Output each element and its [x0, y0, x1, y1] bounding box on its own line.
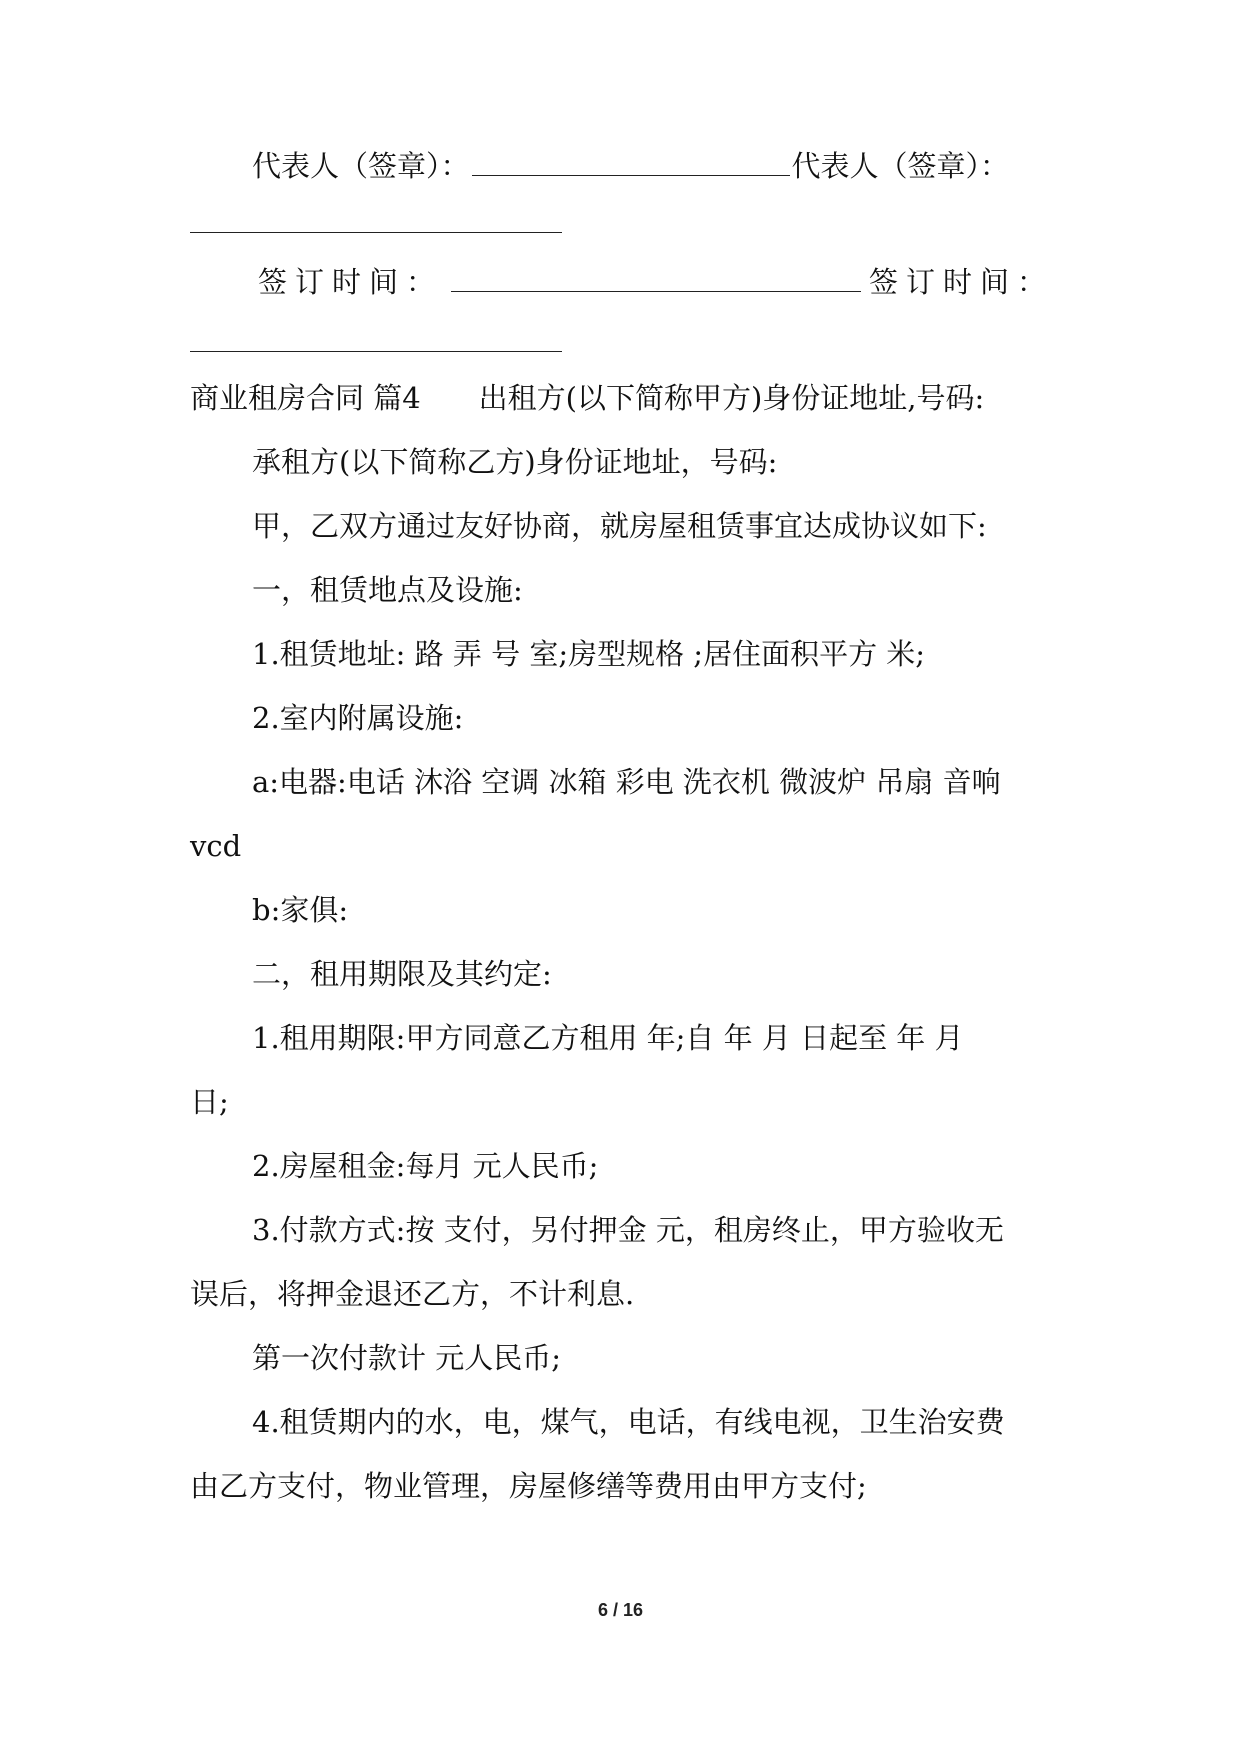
payment-method-line-cont: 误后，将押金退还乙方，不计利息. — [190, 1277, 635, 1311]
payment-method-line: 3.付款方式:按 支付，另付押金 元，租房终止，甲方验收无 — [252, 1213, 1004, 1247]
contract-title: 商业租房合同 篇4 — [190, 381, 421, 415]
rental-address-item: 1.租赁地址: 路 弄 号 室;房型规格 ;居住面积平方 米; — [252, 637, 926, 671]
utilities-line-cont: 由乙方支付，物业管理，房屋修缮等费用由甲方支付; — [190, 1469, 867, 1503]
furniture-item: b:家俱: — [252, 893, 349, 927]
representative-label-lessee: 代表人（签章）： — [791, 149, 1010, 183]
signing-date-label-lessor: 签订时间： — [258, 265, 444, 299]
signature-blank — [472, 175, 790, 176]
date-blank — [451, 291, 861, 292]
section-2-heading: 二，租用期限及其约定: — [252, 957, 552, 991]
signing-date-line — [258, 262, 1054, 302]
section-1-heading: 一，租赁地点及设施: — [252, 573, 523, 607]
lessee-clause: 承租方(以下简称乙方)身份证地址，号码: — [252, 445, 778, 479]
page-number: 6 / 16 — [597, 1600, 644, 1620]
representative-label-lessor: 代表人（签章）： — [252, 149, 470, 183]
appliances-line: a:电器:电话 沐浴 空调 冰箱 彩电 洗衣机 微波炉 吊扇 音响 — [252, 765, 1001, 799]
lease-term-line: 1.租用期限:甲方同意乙方租用 年;自 年 月 日起至 年 月 — [252, 1021, 964, 1055]
signature-blank-line — [190, 232, 562, 233]
lease-term-line-cont: 日; — [190, 1085, 229, 1119]
appliances-line-cont: vcd — [190, 829, 242, 863]
signing-date-label-lessee: 签订时间： — [869, 265, 1055, 299]
facilities-item: 2.室内附属设施: — [252, 701, 464, 735]
representative-line — [252, 146, 1009, 186]
date-blank-line — [190, 351, 562, 352]
rent-item: 2.房屋租金:每月 元人民币; — [252, 1149, 599, 1183]
contract-title-line — [190, 378, 984, 418]
agreement-intro: 甲，乙双方通过友好协商，就房屋租赁事宜达成协议如下: — [252, 509, 987, 543]
utilities-line: 4.租赁期内的水，电，煤气，电话，有线电视，卫生治安费 — [252, 1405, 1005, 1439]
lessor-clause: 出租方(以下简称甲方)身份证地址,号码: — [478, 381, 985, 415]
first-payment-line: 第一次付款计 元人民币; — [252, 1341, 561, 1375]
